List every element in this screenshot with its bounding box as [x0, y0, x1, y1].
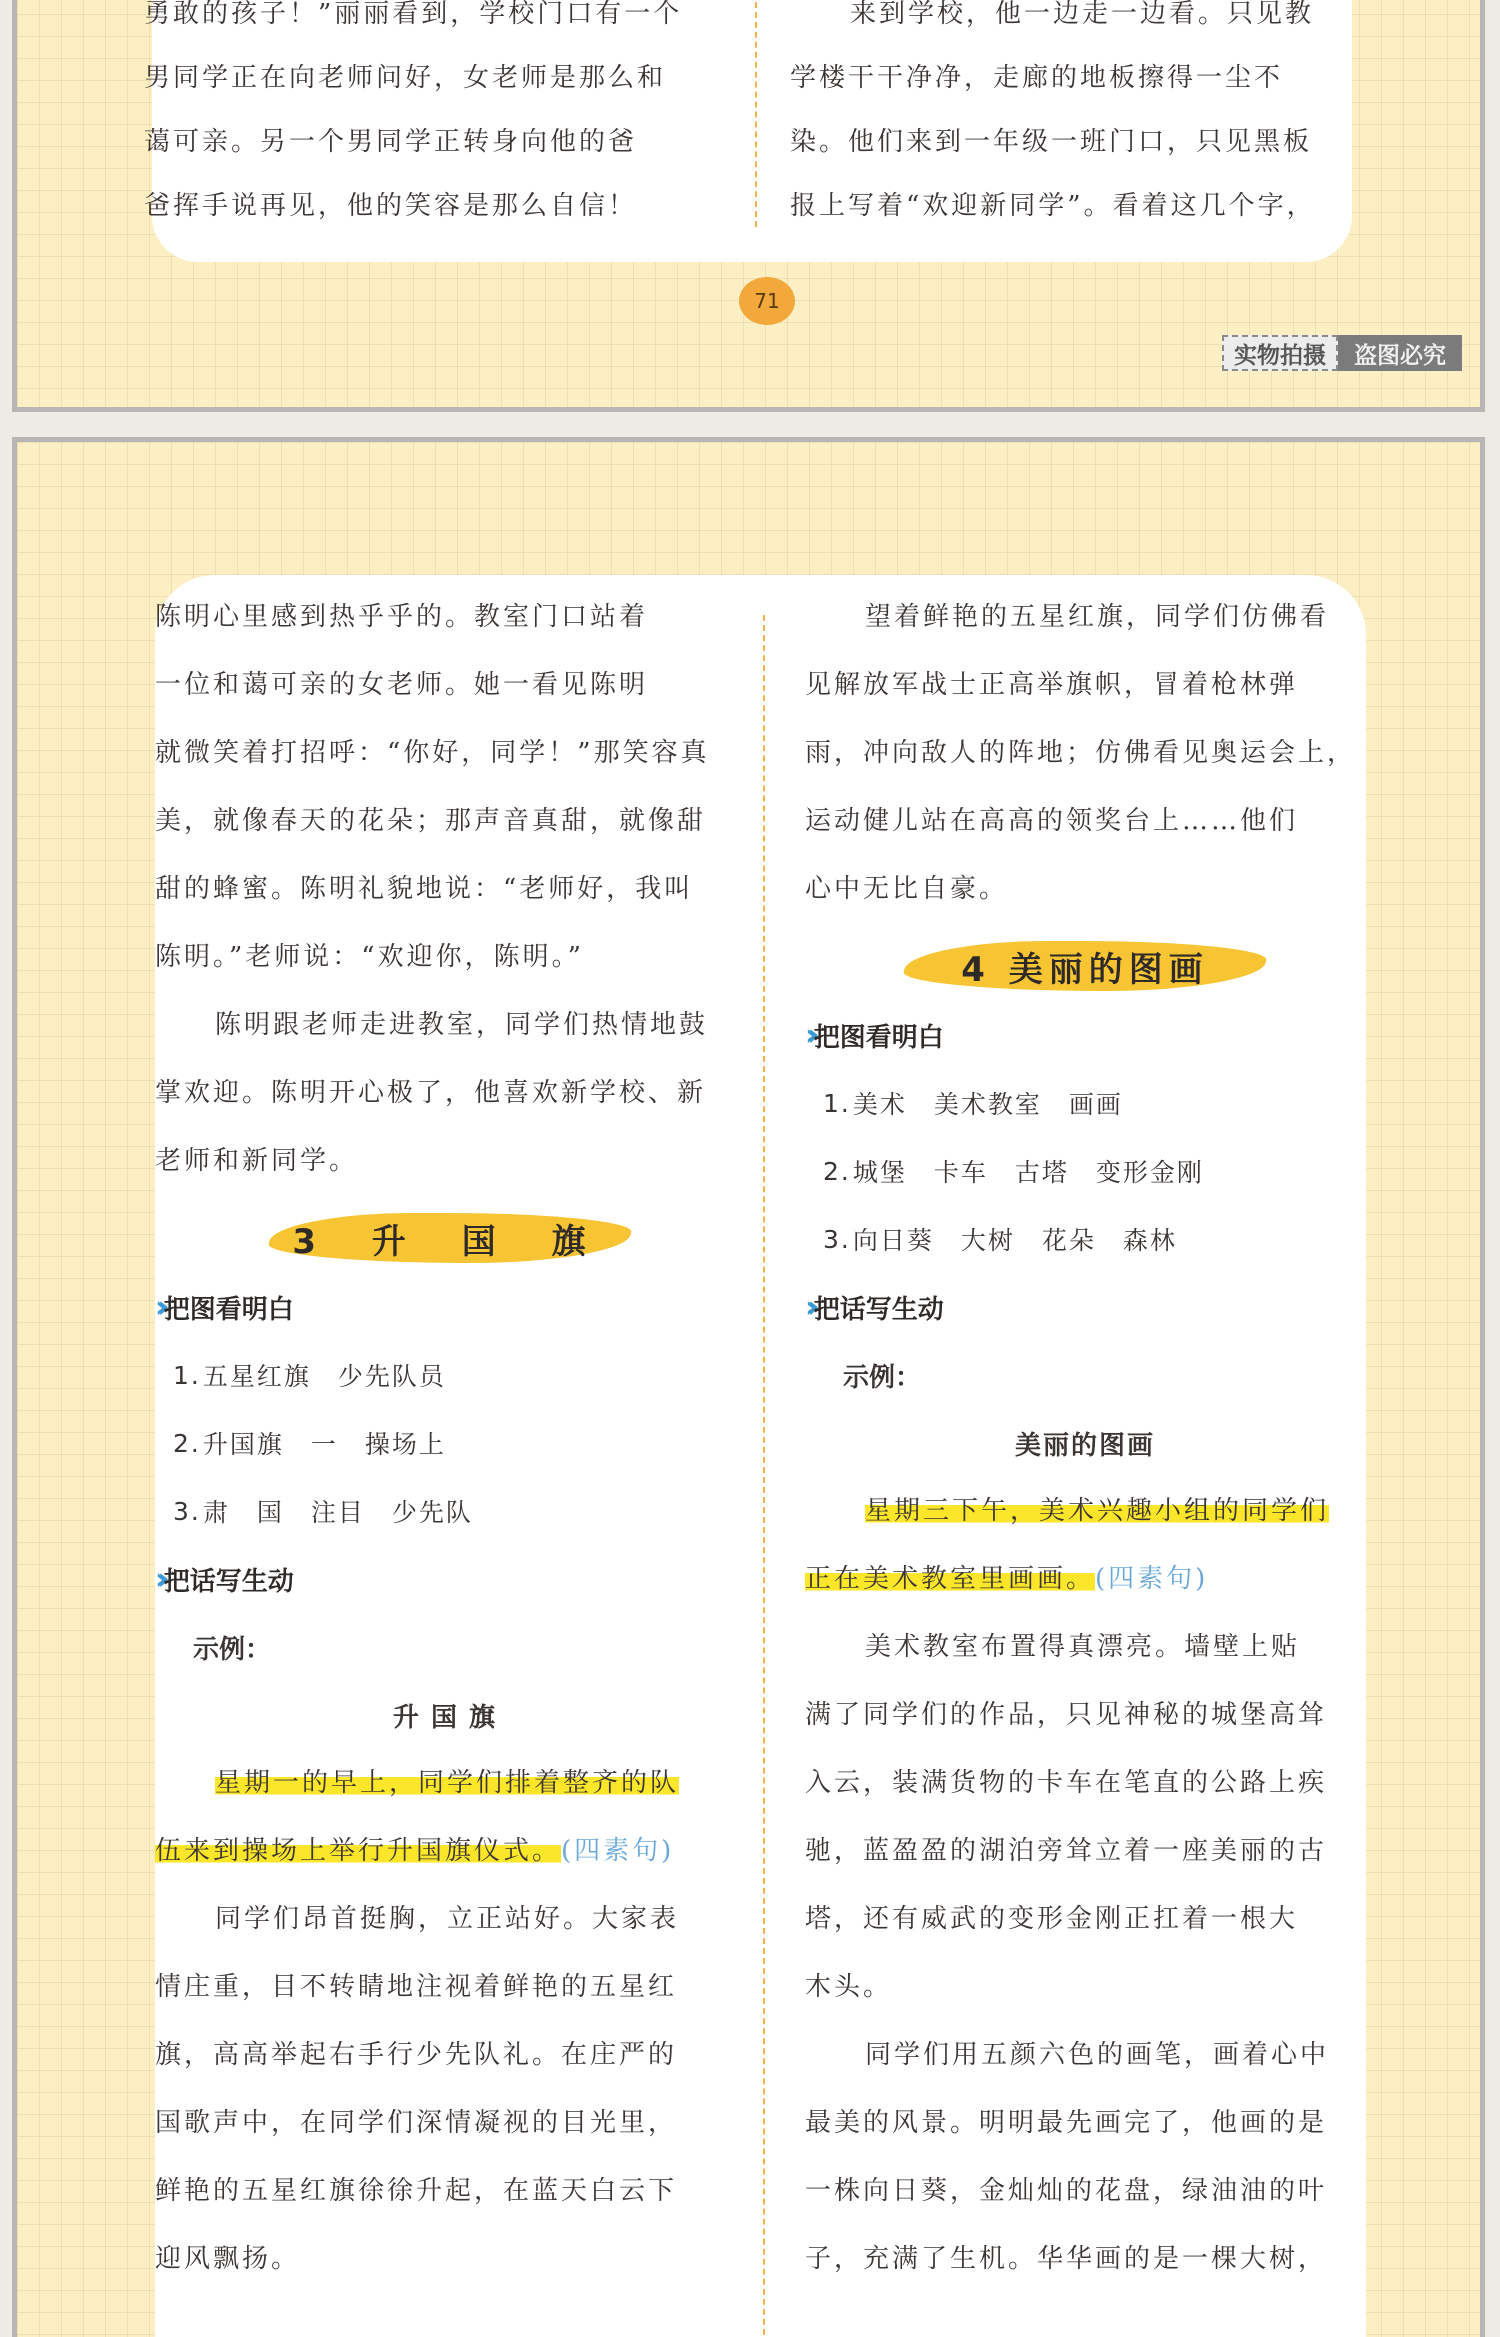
highlighted-line	[155, 1817, 745, 1885]
lesson-title-text: 3 升 国 旗	[292, 1221, 608, 1262]
text-line: 一位和蔼可亲的女老师。她一看见陈明	[155, 670, 649, 700]
right-column	[805, 583, 1365, 2293]
lesson-title-3	[155, 1203, 745, 1273]
item-number: 2.	[823, 1156, 851, 1186]
text-line: 染。他们来到一年级一班门口，只见黑板	[790, 127, 1313, 157]
top-book-page	[12, 0, 1485, 412]
text-line: 爸挥手说再见，他的笑容是那么自信！	[144, 191, 638, 221]
text-line: 迎风飘扬。	[155, 2244, 301, 2274]
text-line: 国歌声中，在同学们深情凝视的目光里，	[155, 2108, 678, 2138]
text-line: 陈明心里感到热乎乎的。教室门口站着	[155, 602, 649, 632]
essay-title: 美丽的图画	[1014, 1430, 1155, 1461]
vocab-item	[805, 1069, 1365, 1137]
section-heading	[805, 1273, 1365, 1341]
section-heading-text: 把图看明白	[163, 1294, 294, 1325]
section-heading-text: 把话写生动	[163, 1566, 294, 1597]
highlight: 伍来到操场上举行升国旗仪式。	[155, 1836, 562, 1866]
top-text-card	[144, 0, 1352, 262]
left-column	[155, 583, 745, 2293]
text-line: 塔，还有威武的变形金刚正扛着一根大	[805, 1904, 1299, 1934]
item-number: 1.	[823, 1088, 851, 1118]
text-line: 满了同学们的作品，只见神秘的城堡高耸	[805, 1700, 1328, 1730]
highlight: 正在美术教室里画画。	[805, 1564, 1096, 1594]
annotation-note: (四素句)	[561, 1836, 675, 1866]
text-line: 驰，蓝盈盈的湖泊旁耸立着一座美丽的古	[805, 1836, 1328, 1866]
text-line: 木头。	[805, 1972, 893, 2002]
item-text: 五星红旗 少先队员	[202, 1362, 446, 1391]
essay-title: 升国旗	[392, 1702, 507, 1733]
text-line: 掌欢迎。陈明开心极了，他喜欢新学校、新	[155, 1078, 707, 1108]
text-line: 鲜艳的五星红旗徐徐升起，在蓝天白云下	[155, 2176, 678, 2206]
vocab-item	[155, 1409, 745, 1477]
text-line: 美术教室布置得真漂亮。墙壁上贴	[865, 1632, 1301, 1662]
text-line: 情庄重，目不转睛地注视着鲜艳的五星红	[155, 1972, 678, 2002]
text-line: 陈明。”老师说：“欢迎你，陈明。”	[155, 942, 584, 972]
item-text: 美术 美术教室 画画	[852, 1090, 1123, 1119]
text-line: 美，就像春天的花朵；那声音真甜，就像甜	[155, 806, 707, 836]
column-divider	[763, 615, 765, 2337]
section-heading	[805, 1001, 1365, 1069]
watermark-stamp	[1222, 335, 1462, 371]
page-number: 71	[739, 277, 795, 325]
item-text: 肃 国 注目 少先队	[202, 1498, 473, 1527]
text-line: 老师和新同学。	[155, 1146, 359, 1176]
text-line: 子，充满了生机。华华画的是一棵大树，	[805, 2244, 1328, 2274]
text-line: 最美的风景。明明最先画完了，他画的是	[805, 2108, 1328, 2138]
highlighted-line	[155, 1749, 745, 1817]
stamp-right: 盗图必究	[1338, 335, 1462, 371]
text-line: 雨，冲向敌人的阵地；仿佛看见奥运会上，	[805, 738, 1357, 768]
text-line: 旗，高高举起右手行少先队礼。在庄严的	[155, 2040, 678, 2070]
item-text: 升国旗 一 操场上	[202, 1430, 446, 1459]
bottom-text-card	[155, 575, 1366, 2337]
vocab-item	[805, 1137, 1365, 1205]
text-line: 学楼干干净净，走廊的地板擦得一尘不	[790, 63, 1284, 93]
section-heading-text: 把话写生动	[813, 1294, 944, 1325]
text-line: 同学们昂首挺胸，立正站好。大家表	[215, 1904, 680, 1934]
vocab-item	[805, 1205, 1365, 1273]
item-number: 3.	[823, 1224, 851, 1254]
stamp-left: 实物拍摄	[1222, 335, 1338, 371]
double-chevron-icon: ››	[805, 1017, 810, 1053]
text-line: 报上写着“欢迎新同学”。看着这几个字，	[790, 191, 1316, 221]
double-chevron-icon: ››	[805, 1289, 810, 1325]
highlighted-line	[805, 1545, 1365, 1613]
section-heading-text: 把图看明白	[813, 1022, 944, 1053]
item-number: 3.	[173, 1496, 201, 1526]
text-line: 陈明跟老师走进教室，同学们热情地鼓	[215, 1010, 709, 1040]
text-line: 勇敢的孩子！”丽丽看到，学校门口有一个	[144, 0, 683, 29]
text-line: 男同学正在向老师问好，女老师是那么和	[144, 63, 667, 93]
item-text: 向日葵 大树 花朵 森林	[852, 1226, 1177, 1255]
highlighted-line	[805, 1477, 1365, 1545]
section-heading	[155, 1545, 745, 1613]
example-label: 示例：	[843, 1362, 922, 1393]
vocab-item	[155, 1341, 745, 1409]
section-heading	[155, 1273, 745, 1341]
text-line: 同学们用五颜六色的画笔，画着心中	[865, 2040, 1330, 2070]
double-chevron-icon: ››	[155, 1289, 160, 1325]
vocab-item	[155, 1477, 745, 1545]
text-line: 运动健儿站在高高的领奖台上……他们	[805, 806, 1299, 836]
highlight: 星期一的早上，同学们排着整齐的队	[215, 1768, 680, 1798]
column-divider	[755, 0, 757, 227]
top-left-column	[144, 0, 724, 238]
highlight: 星期三下午，美术兴趣小组的同学们	[865, 1496, 1330, 1526]
lesson-title-4	[805, 931, 1365, 1001]
item-number: 2.	[173, 1428, 201, 1458]
text-line: 一株向日葵，金灿灿的花盘，绿油油的叶	[805, 2176, 1328, 2206]
text-line: 见解放军战士正高举旗帜，冒着枪林弹	[805, 670, 1299, 700]
item-number: 1.	[173, 1360, 201, 1390]
top-right-column	[790, 0, 1350, 238]
text-line: 望着鲜艳的五星红旗，同学们仿佛看	[865, 602, 1330, 632]
annotation-note: (四素句)	[1095, 1564, 1209, 1594]
item-text: 城堡 卡车 古塔 变形金刚	[852, 1158, 1204, 1187]
bottom-book-page	[12, 437, 1485, 2337]
double-chevron-icon: ››	[155, 1561, 160, 1597]
text-line: 蔼可亲。另一个男同学正转身向他的爸	[144, 127, 638, 157]
text-line: 来到学校，他一边走一边看。只见教	[850, 0, 1315, 29]
text-line: 心中无比自豪。	[805, 874, 1009, 904]
text-line: 甜的蜂蜜。陈明礼貌地说：“老师好，我叫	[155, 874, 694, 904]
text-line: 入云，装满货物的卡车在笔直的公路上疾	[805, 1768, 1328, 1798]
text-line: 就微笑着打招呼：“你好，同学！”那笑容真	[155, 738, 710, 768]
example-label: 示例：	[193, 1634, 272, 1665]
lesson-title-text: 4 美丽的图画	[961, 949, 1209, 990]
